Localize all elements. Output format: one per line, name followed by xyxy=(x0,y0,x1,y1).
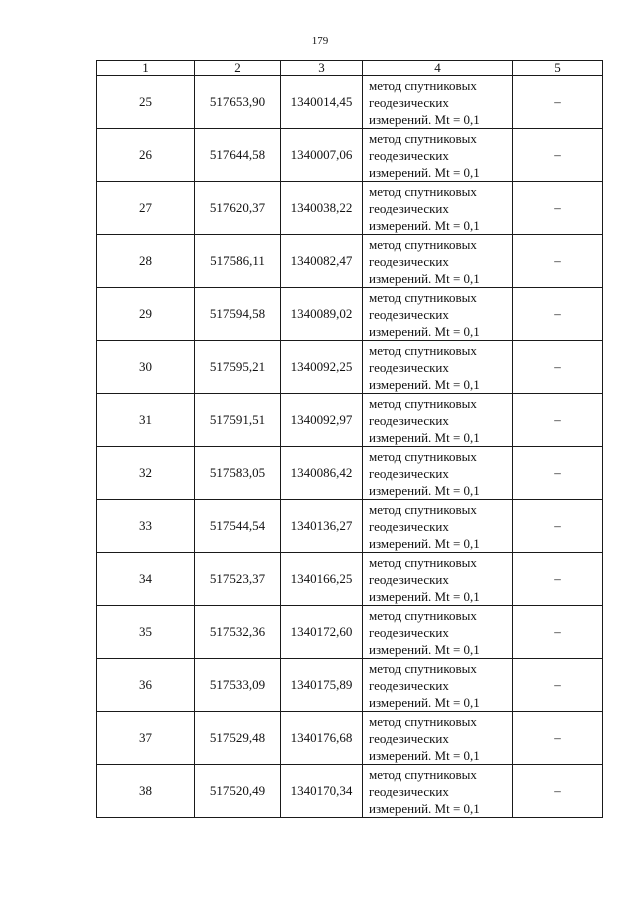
table-row xyxy=(97,712,603,765)
method-cell: метод спутниковых геодезических измерений. Mt = 0,1 xyxy=(363,235,513,288)
note-cell: – xyxy=(513,235,603,288)
point-number-cell: 32 xyxy=(97,447,195,500)
y-coordinate-cell: 1340136,27 xyxy=(281,500,363,553)
x-coordinate-cell: 517586,11 xyxy=(195,235,281,288)
point-number-cell: 35 xyxy=(97,606,195,659)
y-coordinate-cell: 1340175,89 xyxy=(281,659,363,712)
x-coordinate-cell: 517644,58 xyxy=(195,129,281,182)
point-number-cell: 37 xyxy=(97,712,195,765)
point-number-cell: 34 xyxy=(97,553,195,606)
method-cell: метод спутниковых геодезических измерений. Mt = 0,1 xyxy=(363,712,513,765)
table-row xyxy=(97,606,603,659)
table-row xyxy=(97,500,603,553)
table-row xyxy=(97,76,603,129)
y-coordinate-cell: 1340038,22 xyxy=(281,182,363,235)
note-cell: – xyxy=(513,76,603,129)
y-coordinate-cell: 1340014,45 xyxy=(281,76,363,129)
y-coordinate-cell: 1340170,34 xyxy=(281,765,363,818)
y-coordinate-cell: 1340089,02 xyxy=(281,288,363,341)
table-body xyxy=(97,76,603,818)
x-coordinate-cell: 517544,54 xyxy=(195,500,281,553)
point-number-cell: 25 xyxy=(97,76,195,129)
point-number-cell: 26 xyxy=(97,129,195,182)
x-coordinate-cell: 517532,36 xyxy=(195,606,281,659)
page-number: 179 xyxy=(311,35,329,47)
method-cell: метод спутниковых геодезических измерений. Mt = 0,1 xyxy=(363,394,513,447)
y-coordinate-cell: 1340007,06 xyxy=(281,129,363,182)
point-number-cell: 36 xyxy=(97,659,195,712)
note-cell: – xyxy=(513,341,603,394)
x-coordinate-cell: 517523,37 xyxy=(195,553,281,606)
header-row xyxy=(97,61,603,76)
method-cell: метод спутниковых геодезических измерений. Mt = 0,1 xyxy=(363,500,513,553)
x-coordinate-cell: 517620,37 xyxy=(195,182,281,235)
y-coordinate-cell: 1340092,25 xyxy=(281,341,363,394)
point-number-cell: 28 xyxy=(97,235,195,288)
table-row xyxy=(97,235,603,288)
note-cell: – xyxy=(513,182,603,235)
table-row xyxy=(97,765,603,818)
table-row xyxy=(97,659,603,712)
note-cell: – xyxy=(513,553,603,606)
point-number-cell: 31 xyxy=(97,394,195,447)
header-col-4: 4 xyxy=(363,61,513,76)
note-cell: – xyxy=(513,765,603,818)
point-number-cell: 30 xyxy=(97,341,195,394)
y-coordinate-cell: 1340176,68 xyxy=(281,712,363,765)
point-number-cell: 33 xyxy=(97,500,195,553)
table-row xyxy=(97,341,603,394)
table-row xyxy=(97,447,603,500)
x-coordinate-cell: 517583,05 xyxy=(195,447,281,500)
method-cell: метод спутниковых геодезических измерений. Mt = 0,1 xyxy=(363,182,513,235)
note-cell: – xyxy=(513,288,603,341)
x-coordinate-cell: 517533,09 xyxy=(195,659,281,712)
point-number-cell: 27 xyxy=(97,182,195,235)
header-col-2: 2 xyxy=(195,61,281,76)
x-coordinate-cell: 517520,49 xyxy=(195,765,281,818)
header-col-5: 5 xyxy=(513,61,603,76)
y-coordinate-cell: 1340086,42 xyxy=(281,447,363,500)
x-coordinate-cell: 517591,51 xyxy=(195,394,281,447)
method-cell: метод спутниковых геодезических измерений. Mt = 0,1 xyxy=(363,553,513,606)
y-coordinate-cell: 1340166,25 xyxy=(281,553,363,606)
method-cell: метод спутниковых геодезических измерений. Mt = 0,1 xyxy=(363,288,513,341)
point-number-cell: 38 xyxy=(97,765,195,818)
method-cell: метод спутниковых геодезических измерений. Mt = 0,1 xyxy=(363,341,513,394)
table-row xyxy=(97,288,603,341)
coordinates-table xyxy=(96,60,603,818)
header-col-1: 1 xyxy=(97,61,195,76)
table-row xyxy=(97,182,603,235)
method-cell: метод спутниковых геодезических измерений. Mt = 0,1 xyxy=(363,129,513,182)
note-cell: – xyxy=(513,394,603,447)
note-cell: – xyxy=(513,447,603,500)
x-coordinate-cell: 517653,90 xyxy=(195,76,281,129)
method-cell: метод спутниковых геодезических измерений. Mt = 0,1 xyxy=(363,447,513,500)
point-number-cell: 29 xyxy=(97,288,195,341)
table-row xyxy=(97,129,603,182)
note-cell: – xyxy=(513,712,603,765)
table-row xyxy=(97,394,603,447)
note-cell: – xyxy=(513,606,603,659)
note-cell: – xyxy=(513,659,603,712)
y-coordinate-cell: 1340082,47 xyxy=(281,235,363,288)
table-header xyxy=(97,61,603,76)
note-cell: – xyxy=(513,129,603,182)
y-coordinate-cell: 1340092,97 xyxy=(281,394,363,447)
note-cell: – xyxy=(513,500,603,553)
x-coordinate-cell: 517594,58 xyxy=(195,288,281,341)
method-cell: метод спутниковых геодезических измерений. Mt = 0,1 xyxy=(363,765,513,818)
table-row xyxy=(97,553,603,606)
method-cell: метод спутниковых геодезических измерений. Mt = 0,1 xyxy=(363,659,513,712)
method-cell: метод спутниковых геодезических измерений. Mt = 0,1 xyxy=(363,76,513,129)
x-coordinate-cell: 517595,21 xyxy=(195,341,281,394)
x-coordinate-cell: 517529,48 xyxy=(195,712,281,765)
y-coordinate-cell: 1340172,60 xyxy=(281,606,363,659)
method-cell: метод спутниковых геодезических измерений. Mt = 0,1 xyxy=(363,606,513,659)
header-col-3: 3 xyxy=(281,61,363,76)
